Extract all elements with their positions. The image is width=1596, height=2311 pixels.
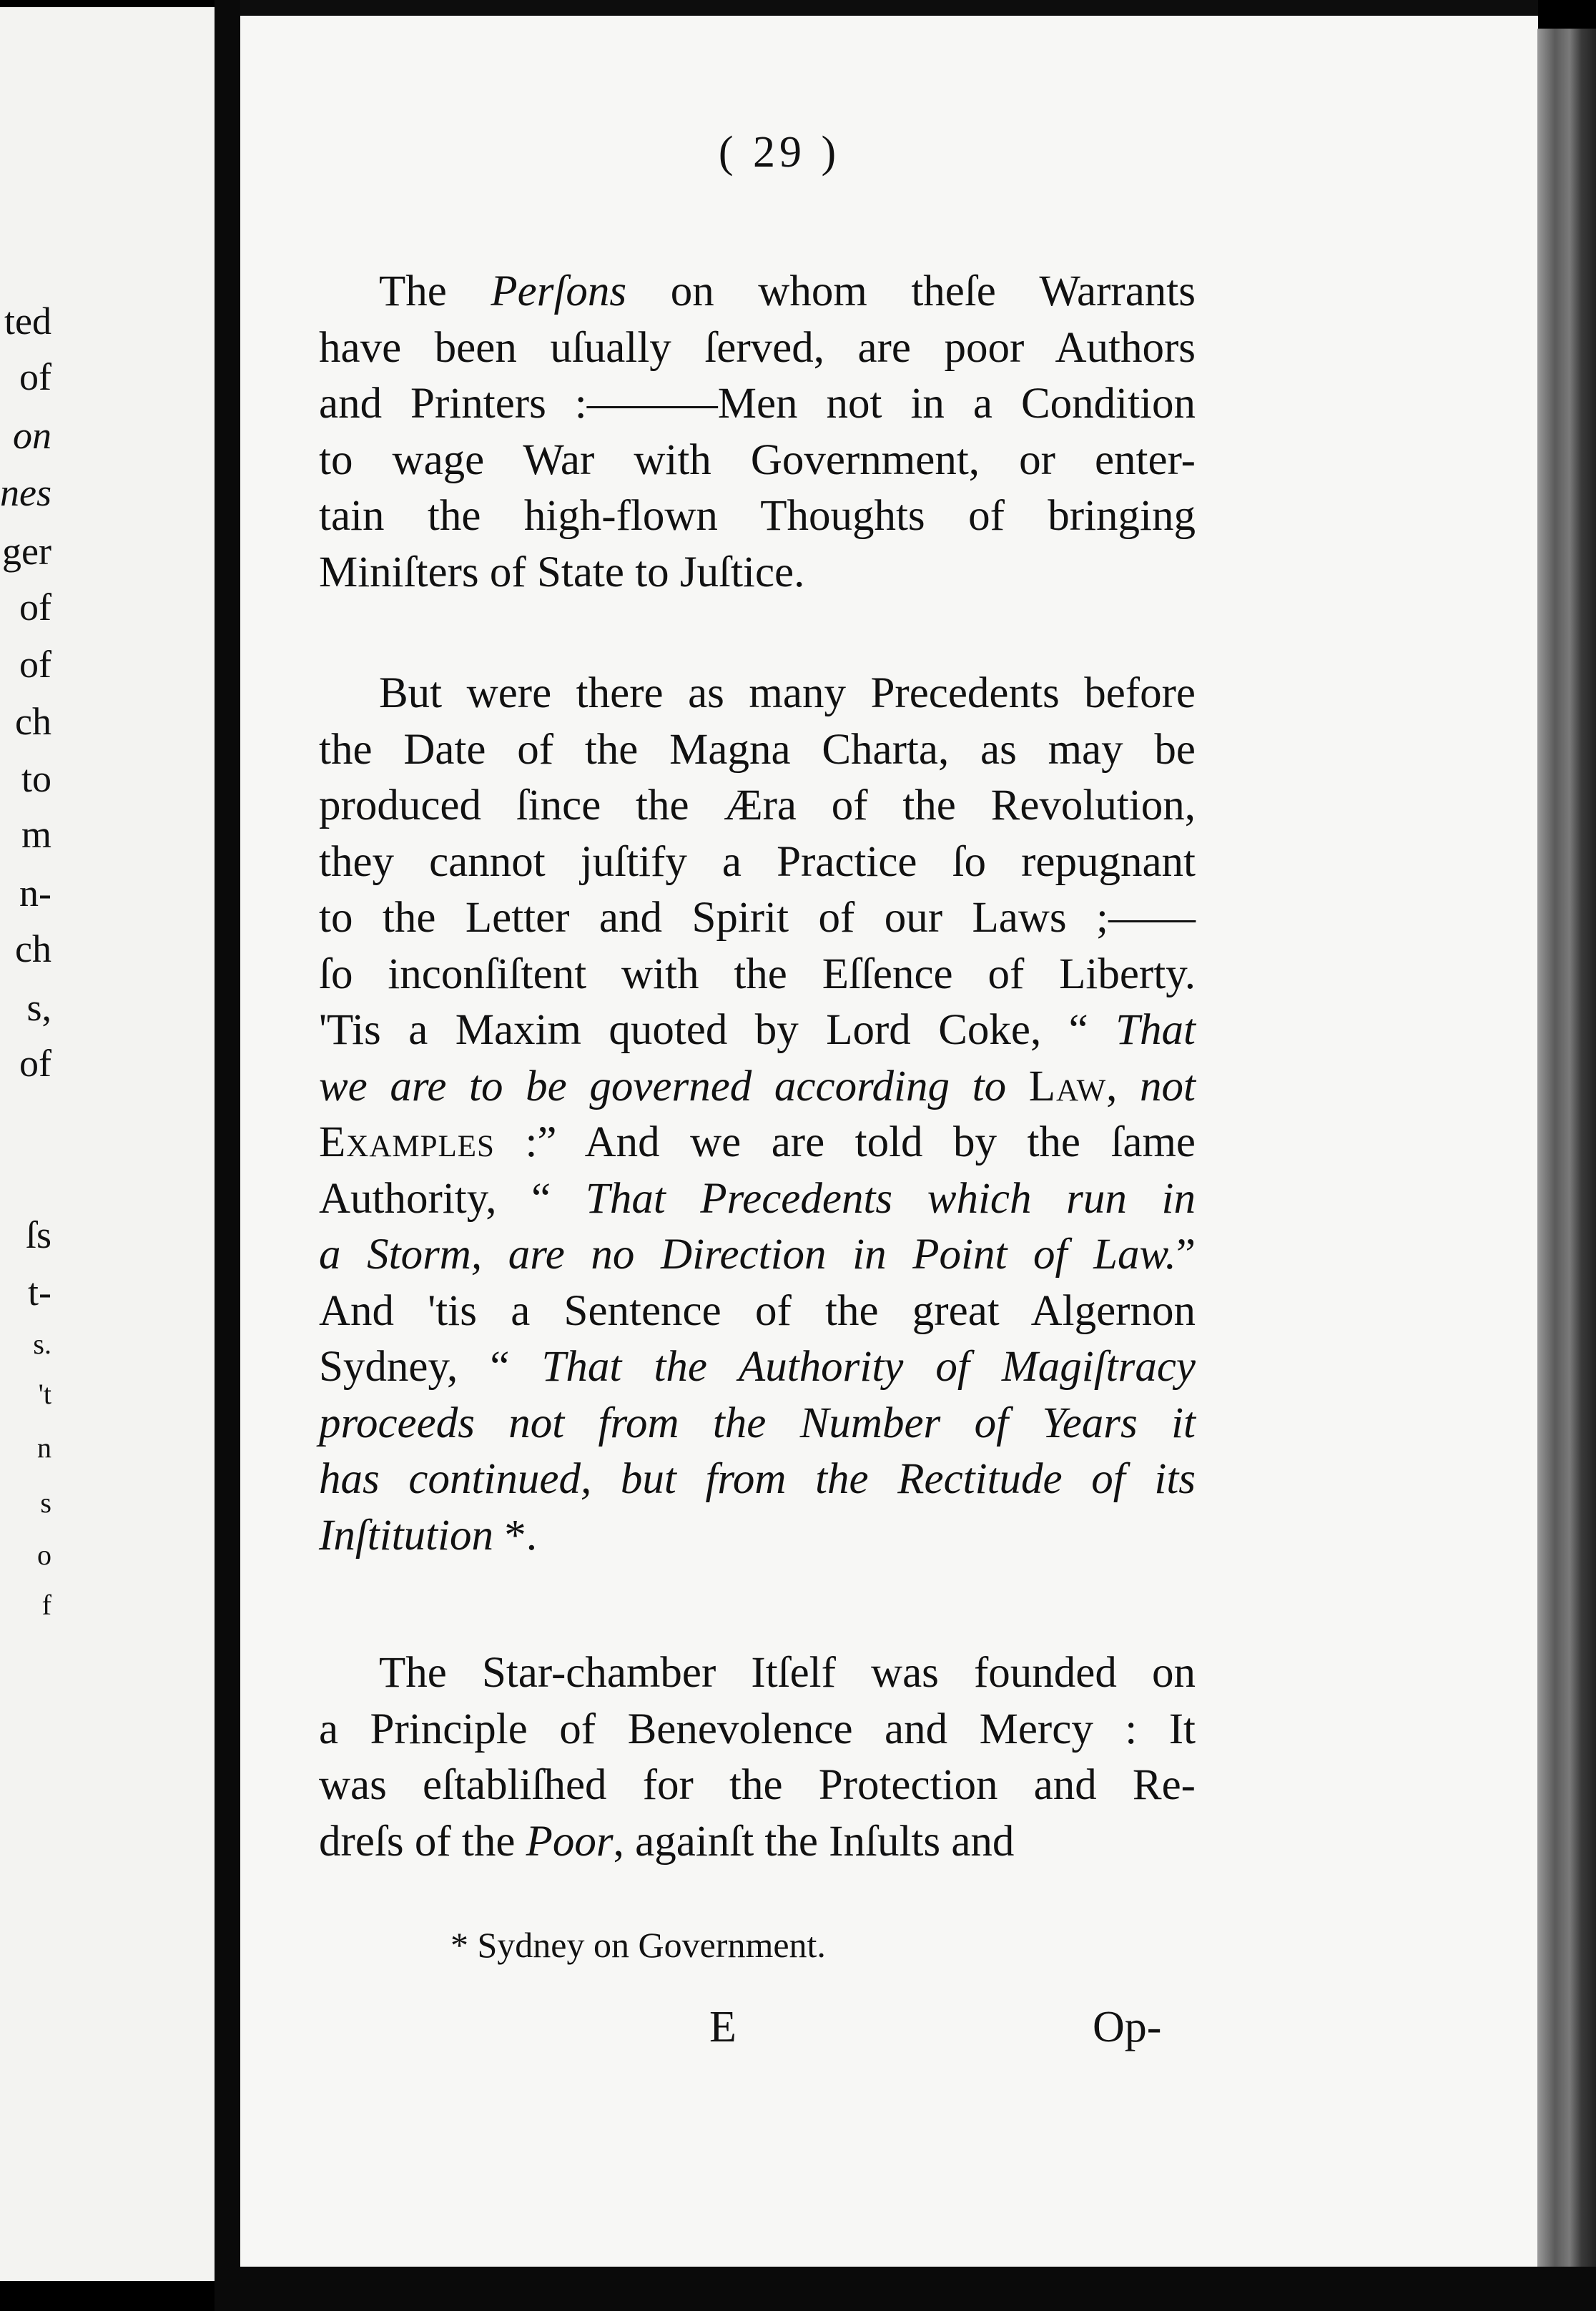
previous-page-fragment-text: of xyxy=(19,355,51,398)
previous-page-fragment-text: 't xyxy=(38,1378,51,1410)
text-span: The Star-chamber Itſelf was founded on xyxy=(379,1649,1196,1697)
text-span: dreſs of the xyxy=(319,1817,526,1866)
previous-page-fragment-text: on xyxy=(13,414,51,457)
text-line xyxy=(319,1701,1196,1758)
previous-page-fragment-text: of xyxy=(19,1042,51,1085)
previous-page-fragment-text: to xyxy=(21,757,51,800)
text-span: ſo inconſiſtent with the Eſſence of Liberty. xyxy=(319,950,1196,998)
previous-page-fragment-text: s, xyxy=(26,986,51,1029)
text-line xyxy=(319,1395,1196,1452)
previous-page-fragment-text: s xyxy=(40,1487,51,1519)
text-span: and Printers :———Men not in a Condition xyxy=(319,380,1196,428)
text-span: have been uſually ſerved, are poor Authors xyxy=(319,323,1196,372)
previous-page-fragment-text: s. xyxy=(33,1328,51,1360)
text-line xyxy=(319,1058,1196,1115)
previous-page-fragment-text: ſs xyxy=(25,1213,51,1256)
text-line xyxy=(379,1645,1196,1702)
page-number: ( 29 ) xyxy=(718,128,841,177)
text-line xyxy=(319,721,1196,779)
italic-text-span: Inſtitution xyxy=(319,1511,493,1559)
text-line xyxy=(319,1283,1196,1340)
text-line xyxy=(319,890,1196,947)
text-line xyxy=(319,320,1196,377)
text-span: Miniſters of State to Juſtice. xyxy=(319,548,805,596)
text-line xyxy=(379,665,1196,722)
text-line xyxy=(319,1813,1196,1871)
italic-text-span: not xyxy=(1140,1062,1196,1110)
text-line xyxy=(319,432,1196,489)
italic-text-span: That Precedents which run in xyxy=(585,1174,1196,1223)
catchword: Op- xyxy=(1093,2003,1162,2051)
text-span: they cannot juſtify a Practice ſo repugnant xyxy=(319,837,1196,886)
text-line xyxy=(319,1507,1196,1565)
italic-text-span: proceeds not from the Number of Years it xyxy=(319,1399,1196,1447)
previous-page-fragment-text: f xyxy=(41,1589,51,1621)
text-span: The xyxy=(379,267,491,315)
text-line xyxy=(319,1757,1196,1814)
previous-page-fragment-text: m xyxy=(21,813,51,856)
text-line xyxy=(319,946,1196,1003)
italic-text-span: has continued, but from the Rectitude of its xyxy=(319,1455,1196,1503)
previous-page-fragment-text: of xyxy=(19,643,51,686)
text-line xyxy=(319,1339,1196,1396)
text-span: Authority, “ xyxy=(319,1174,586,1223)
text-span: on whom theſe Warrants xyxy=(626,267,1196,315)
text-span: the Date of the Magna Charta, as may be xyxy=(319,725,1196,774)
text-span: ” xyxy=(1176,1231,1196,1278)
text-line xyxy=(319,834,1196,891)
text-line xyxy=(319,1226,1196,1283)
previous-page-fragment-text: n xyxy=(37,1432,51,1464)
previous-page-fragment xyxy=(0,7,219,2281)
text-span: , xyxy=(1106,1062,1141,1110)
previous-page-fragment-text: ted xyxy=(4,300,51,343)
text-span: :” And we are told by the ſame xyxy=(494,1118,1196,1166)
previous-page-fragment-text: ch xyxy=(15,700,51,743)
previous-page-fragment-text: nes xyxy=(0,471,51,514)
footnote: * Sydney on Government. xyxy=(450,1925,826,1965)
italic-text-span: Poor xyxy=(526,1817,614,1866)
text-span: , againſt the Inſults and xyxy=(613,1817,1015,1866)
italic-text-span: That xyxy=(1115,1006,1196,1054)
text-line xyxy=(319,1002,1196,1059)
previous-page-text-fragments xyxy=(0,7,215,2281)
text-span: produced ſince the Æra of the Revolution, xyxy=(319,782,1196,829)
text-span: And 'tis a Sentence of the great Algernon xyxy=(319,1286,1196,1335)
text-span: Sydney, “ xyxy=(319,1343,542,1391)
text-span: tain the high-flown Thoughts of bringing xyxy=(319,492,1196,540)
italic-text-span: we are to be governed according to xyxy=(319,1062,1029,1110)
text-line xyxy=(319,1114,1196,1171)
previous-page-fragment-text: t- xyxy=(28,1271,51,1314)
previous-page-fragment-text: n- xyxy=(19,872,51,915)
text-span: 'Tis a Maxim quoted by Lord Coke, “ xyxy=(319,1006,1116,1054)
text-line xyxy=(319,777,1196,834)
text-line xyxy=(319,375,1196,433)
italic-text-span: That the Authority of Magiſtracy xyxy=(541,1343,1196,1391)
previous-page-fragment-text: ger xyxy=(2,530,51,573)
text-span: *. xyxy=(493,1511,537,1559)
bottom-shadow xyxy=(240,2267,1596,2311)
text-span: to the Letter and Spirit of our Laws ;—— xyxy=(319,894,1196,942)
text-line xyxy=(319,1451,1196,1508)
small-caps-text-span: Examples xyxy=(319,1118,495,1166)
previous-page-fragment-text: of xyxy=(19,586,51,629)
text-span: a Principle of Benevolence and Mercy : It xyxy=(319,1705,1196,1753)
previous-page-fragment-text: o xyxy=(37,1539,51,1571)
page-edge xyxy=(1537,29,1596,2274)
text-line xyxy=(319,488,1196,545)
text-span: But were there as many Precedents before xyxy=(379,669,1196,717)
italic-text-span: a Storm, are no Direction in Point of Law. xyxy=(319,1231,1176,1278)
text-line xyxy=(379,263,1196,320)
signature-mark: E xyxy=(709,2003,737,2051)
text-line xyxy=(319,544,1196,601)
italic-text-span: Perſons xyxy=(491,267,627,315)
small-caps-text-span: Law xyxy=(1028,1062,1107,1110)
text-span: was eſtabliſhed for the Protection and Re- xyxy=(319,1761,1196,1809)
text-line xyxy=(319,1171,1196,1228)
previous-page-fragment-text: ch xyxy=(15,927,51,970)
text-span: to wage War with Government, or enter- xyxy=(319,435,1196,484)
